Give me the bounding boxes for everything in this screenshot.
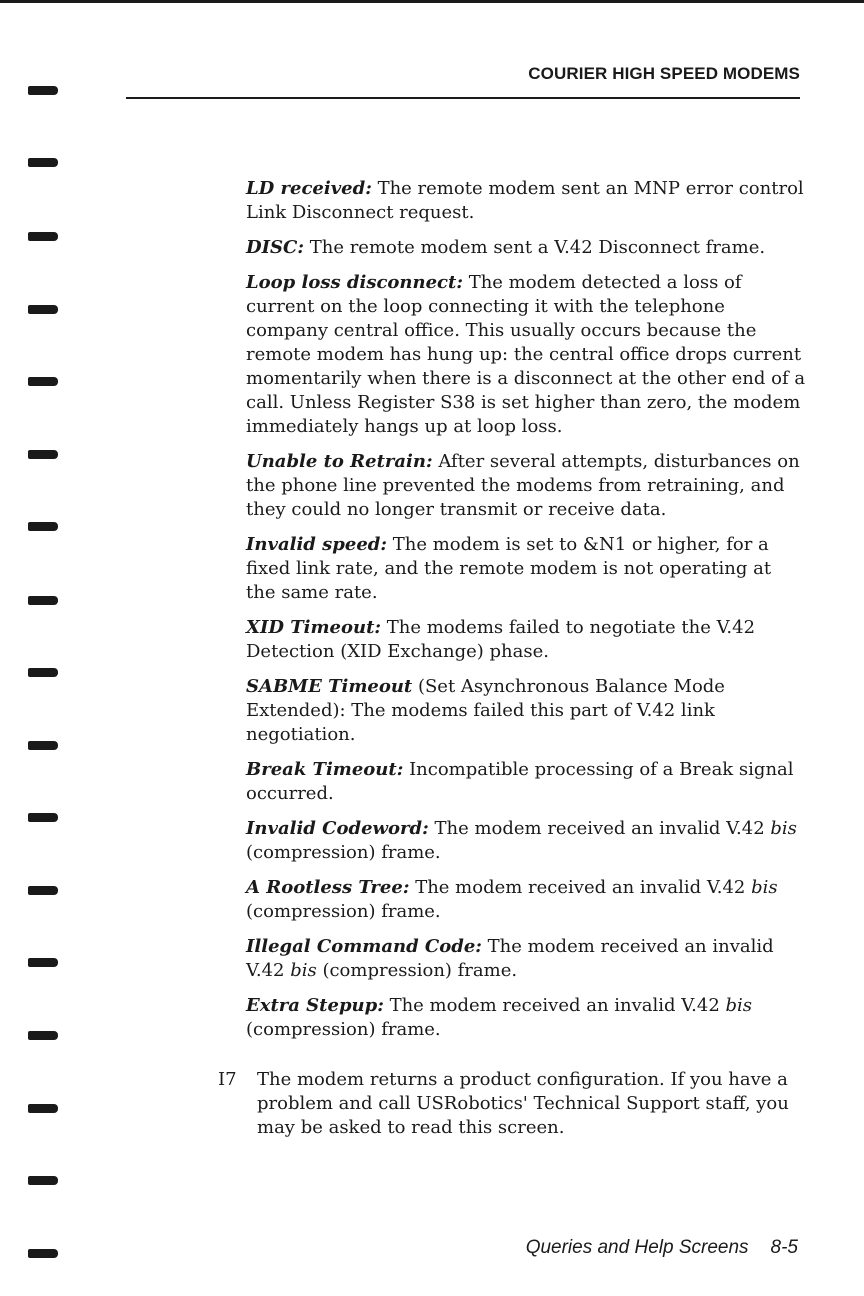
definition-term: LD received: — [246, 178, 372, 199]
binding-mark — [28, 1031, 58, 1040]
definition-term: Illegal Command Code: — [246, 936, 482, 957]
definition-text: (compression) frame. — [316, 960, 518, 981]
binding-holes — [0, 0, 70, 1296]
definition-entry — [246, 758, 806, 806]
binding-mark — [28, 958, 58, 967]
bis-label: bis — [290, 960, 317, 981]
binding-mark — [28, 86, 58, 95]
definition-text: (compression) frame. — [246, 842, 441, 863]
definition-term: Invalid Codeword: — [246, 818, 429, 839]
definition-entry — [246, 271, 806, 439]
numbered-item — [218, 1068, 808, 1140]
binding-mark — [28, 813, 58, 822]
definition-text: Incompatible processing of a Break signal occurred. — [246, 759, 794, 804]
definition-entry — [246, 177, 806, 225]
definition-entry — [246, 236, 806, 260]
definition-term: Extra Stepup: — [246, 995, 384, 1016]
definition-entry — [246, 994, 806, 1042]
binding-mark — [28, 596, 58, 605]
binding-mark — [28, 305, 58, 314]
item-number: I7 — [218, 1069, 237, 1090]
definition-text: (compression) frame. — [246, 901, 441, 922]
binding-mark — [28, 232, 58, 241]
definition-text: The modem received an invalid V.42 — [409, 877, 752, 898]
bis-label: bis — [725, 995, 753, 1016]
binding-mark — [28, 886, 58, 895]
definition-term: A Rootless Tree: — [246, 877, 410, 898]
footer-section-title: Queries and Help Screens — [525, 1237, 749, 1258]
page-header-title: COURIER HIGH SPEED MODEMS — [528, 64, 800, 83]
definition-entry — [246, 935, 806, 983]
definition-text: The modem received an invalid V.42 — [383, 995, 726, 1016]
definition-text: The modem received an invalid V.42 — [428, 818, 771, 839]
top-edge-rule — [0, 0, 864, 3]
definition-entry — [246, 533, 806, 605]
binding-mark — [28, 522, 58, 531]
definition-text: The modem is set to &N1 or higher, for a fixed link rate, and the remote modem is not operating at the same rate. — [246, 534, 772, 603]
header-rule — [126, 97, 800, 99]
definition-term: Invalid speed: — [246, 534, 388, 555]
binding-mark — [28, 450, 58, 459]
definition-entry — [246, 616, 806, 664]
bis-label: bis — [770, 818, 797, 839]
bis-label: bis — [751, 877, 778, 898]
definition-term: Loop loss disconnect: — [246, 272, 463, 293]
binding-mark — [28, 668, 58, 677]
binding-mark — [28, 1104, 58, 1113]
page-footer — [526, 1237, 798, 1259]
binding-mark — [28, 158, 58, 167]
binding-mark — [28, 741, 58, 750]
definitions-list — [246, 177, 806, 1053]
definition-text: The modem detected a loss of current on the loop connecting it with the telephone company central office. This usually occurs because the remote modem has hung up: the central office drops current momentarily when there is a disconnect at the other end of a call. Unless Register S38 is set higher than zero, the modem immediately hangs up at loop loss. — [246, 272, 806, 437]
definition-text: (compression) frame. — [246, 1019, 441, 1040]
definition-entry — [246, 450, 806, 522]
definition-entry — [246, 876, 806, 924]
definition-term: DISC: — [246, 237, 304, 258]
definition-term: XID Timeout: — [246, 617, 382, 638]
definition-text: The modem received an invalid V.42 — [246, 936, 774, 981]
binding-mark — [28, 377, 58, 386]
definition-term: Unable to Retrain: — [246, 451, 433, 472]
definition-term: Break Timeout: — [246, 759, 404, 780]
binding-mark — [28, 1249, 58, 1258]
definition-text: The remote modem sent a V.42 Disconnect frame. — [304, 237, 766, 258]
definition-entry — [246, 675, 806, 747]
binding-mark — [28, 1176, 58, 1185]
definition-text: The remote modem sent an MNP error control Link Disconnect request. — [246, 178, 804, 223]
definition-text: After several attempts, disturbances on the phone line prevented the modems from retraining, and they could no longer transmit or receive data. — [246, 451, 800, 520]
definition-text: The modems failed to negotiate the V.42 Detection (XID Exchange) phase. — [246, 617, 756, 662]
definition-text: (Set Asynchronous Balance Mode Extended): The modems failed this part of V.42 link negotiation. — [246, 676, 725, 745]
definition-entry — [246, 817, 806, 865]
item-text: The modem returns a product configuration. If you have a problem and call USRobotics' Technical Support staff, you may be asked to read this screen. — [257, 1069, 789, 1138]
definition-term: SABME Timeout — [246, 676, 413, 697]
page-number: 8-5 — [770, 1237, 798, 1258]
